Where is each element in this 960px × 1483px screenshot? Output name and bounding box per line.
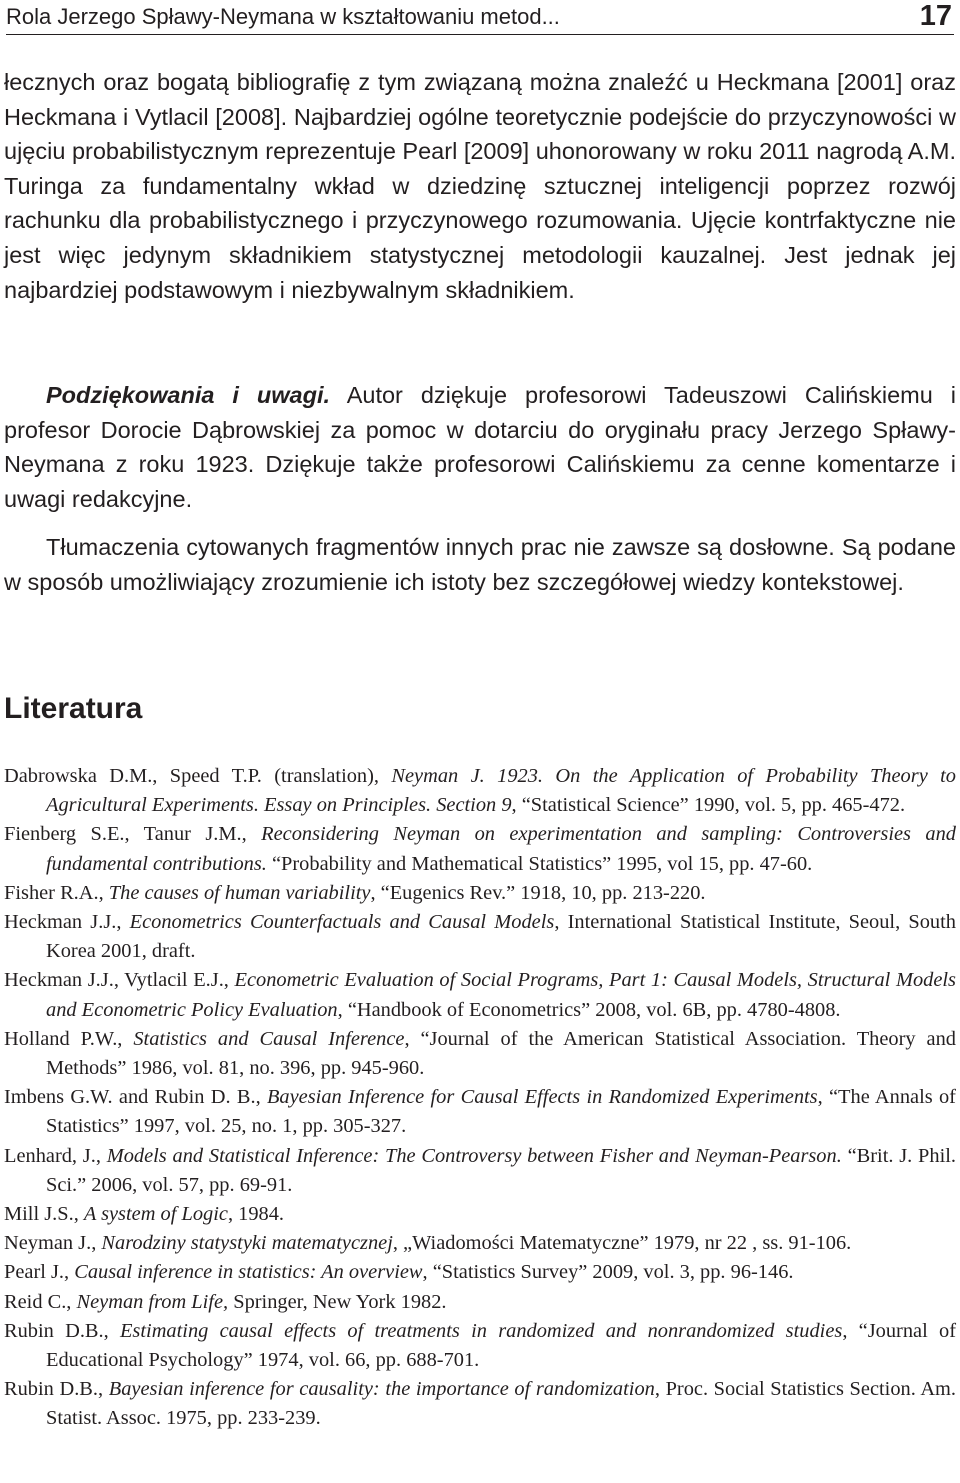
reference-source: “Probability and Mathematical Statistics” 1995, vol 15, pp. 47-60.	[266, 852, 813, 875]
reference-author: Heckman J.J., Vytlacil E.J.,	[4, 969, 235, 992]
reference-source: , “The Annals of Statistics” 1997, vol. 25, no. 1, pp. 305-327.	[46, 1086, 956, 1138]
reference-source: , International Statistical Institute, Seoul, South Korea 2001, draft.	[46, 911, 956, 963]
reference-source: , “Journal of the American Statistical Association. Theory and Methods” 1986, vol. 81, no. 396, pp. 945-960.	[46, 1027, 956, 1080]
reference-item	[4, 1288, 956, 1317]
reference-author: Pearl J.,	[4, 1261, 75, 1284]
reference-title: Econometrics Counterfactuals and Causal Models	[129, 911, 555, 934]
reference-title: Neyman from Life,	[76, 1290, 229, 1313]
acknowledgements-text: Autor dziękuje profesorowi Tadeuszowi Calińskiemu i profesor Dorocie Dąbrowskiej za pomoc w dotarciu do oryginału pracy Jerzego Spławy-Neymana z roku 1923. Dziękuje także profesorowi Calińskiemu za cenne komentarze i uwagi redakcyjne.	[4, 382, 956, 512]
reference-source: , “Statistical Science” 1990, vol. 5, pp. 465-472.	[511, 794, 906, 817]
reference-item	[4, 762, 956, 820]
reference-source: Springer, New York 1982.	[228, 1290, 447, 1313]
reference-title: Bayesian inference for causality: the importance of randomization	[108, 1378, 655, 1401]
reference-title: Bayesian Inference for Causal Effects in Randomized Experiments	[266, 1086, 818, 1109]
reference-author: Lenhard, J.,	[4, 1144, 107, 1167]
reference-title: Causal inference in statistics: An overview	[74, 1261, 423, 1284]
reference-author: Dabrowska D.M., Speed T.P. (translation),	[4, 765, 392, 787]
reference-item	[4, 879, 956, 908]
reference-item	[4, 1258, 956, 1287]
reference-source: “Brit. J. Phil. Sci.” 2006, vol. 57, pp. 69-91.	[46, 1144, 956, 1196]
acknowledgements-paragraph	[4, 378, 956, 516]
reference-author: Heckman J.J.,	[4, 911, 130, 934]
reference-author: Holland P.W.,	[4, 1027, 134, 1050]
reference-author: Mill J.S.,	[4, 1203, 84, 1226]
reference-item	[4, 966, 956, 1024]
body-paragraph: łecznych oraz bogatą bibliografię z tym związaną można znaleźć u Heckmana [2001] oraz Heckmana i Vytlacil [2008]. Najbardziej ogólne teoretycznie podejście do przyczynowości w ujęciu probabilistycznym reprezentuje Pearl [2009] uhonorowany w roku 2011 nagrodą A.M. Turinga za fundamentalny wkład w dziedzinę sztucznej inteligencji poprzez rozwój rachunku dla probabilistycznego i przyczynowego rozumowania. Ujęcie kontrfaktyczne nie jest więc jedynym składnikiem statystycznej metodologii kauzalnej. Jest jednak jej najbardziej podstawowym i niezbywalnym składnikiem.	[4, 69, 956, 303]
reference-item	[4, 908, 956, 966]
reference-item	[4, 1200, 956, 1229]
translation-note-paragraph: Tłumaczenia cytowanych fragmentów innych prac nie zawsze są dosłowne. Są podane w sposób umożliwiający zrozumienie ich istoty bez szczegółowej wiedzy kontekstowej.	[4, 534, 956, 595]
reference-item	[4, 1229, 956, 1258]
reference-author: Rubin D.B.,	[4, 1319, 120, 1342]
reference-item	[4, 1083, 956, 1141]
reference-title: Econometric Evaluation of Social Programs, Part 1: Causal Models, Structural Models and Econometric Policy Evaluation	[46, 969, 956, 1021]
reference-source: , 1984.	[227, 1203, 285, 1226]
reference-source: , Proc. Social Statistics Section. Am. Statist. Assoc. 1975, pp. 233-239.	[46, 1378, 957, 1430]
reference-list	[4, 762, 956, 1434]
running-title: Rola Jerzego Spławy-Neymana w kształtowaniu metod...	[6, 4, 560, 29]
reference-title: A system of Logic	[83, 1203, 228, 1226]
reference-item	[4, 820, 956, 878]
reference-source: , “Eugenics Rev.” 1918, 10, pp. 213-220.	[370, 881, 706, 904]
reference-title: Reconsidering Neyman on experimentation and sampling: Controversies and fundamental contributions.	[46, 823, 956, 875]
running-header	[6, 0, 954, 35]
reference-title: Estimating causal effects of treatments in randomized and nonrandomized studies	[119, 1319, 843, 1342]
literature-heading: Literatura	[4, 692, 143, 725]
reference-source: , „Wiadomości Matematyczne” 1979, nr 22 , ss. 91-106.	[392, 1232, 852, 1255]
reference-title: Statistics and Causal Inference	[133, 1027, 405, 1050]
reference-author: Fisher R.A.,	[4, 881, 109, 904]
reference-title: Models and Statistical Inference: The Controversy between Fisher and Neyman-Pearson.	[106, 1144, 842, 1167]
reference-title: The causes of human variability	[108, 881, 371, 904]
reference-item	[4, 1025, 956, 1083]
reference-title: Narodziny statystyki matematycznej	[101, 1232, 393, 1255]
reference-author: Imbens G.W. and Rubin D. B.,	[4, 1086, 267, 1109]
acknowledgements-lead: Podziękowania i uwagi.	[46, 382, 331, 408]
reference-author: Reid C.,	[4, 1290, 77, 1313]
reference-source: , “Handbook of Econometrics” 2008, vol. 6B, pp. 4780-4808.	[337, 998, 841, 1021]
reference-source: , “Statistics Survey” 2009, vol. 3, pp. 96-146.	[422, 1261, 794, 1284]
reference-title: Neyman J. 1923. On the Application of Probability Theory to Agricultural Experiments. Essay on Principles. Section 9	[46, 765, 956, 817]
reference-source: , “Journal of Educational Psychology” 1974, vol. 66, pp. 688-701.	[46, 1319, 956, 1372]
reference-item	[4, 1142, 956, 1200]
reference-item	[4, 1375, 956, 1433]
reference-item	[4, 1317, 956, 1375]
reference-author: Rubin D.B.,	[4, 1378, 109, 1401]
page-number: 17	[919, 0, 952, 32]
reference-author: Fienberg S.E., Tanur J.M.,	[4, 823, 262, 846]
reference-author: Neyman J.,	[4, 1232, 102, 1255]
